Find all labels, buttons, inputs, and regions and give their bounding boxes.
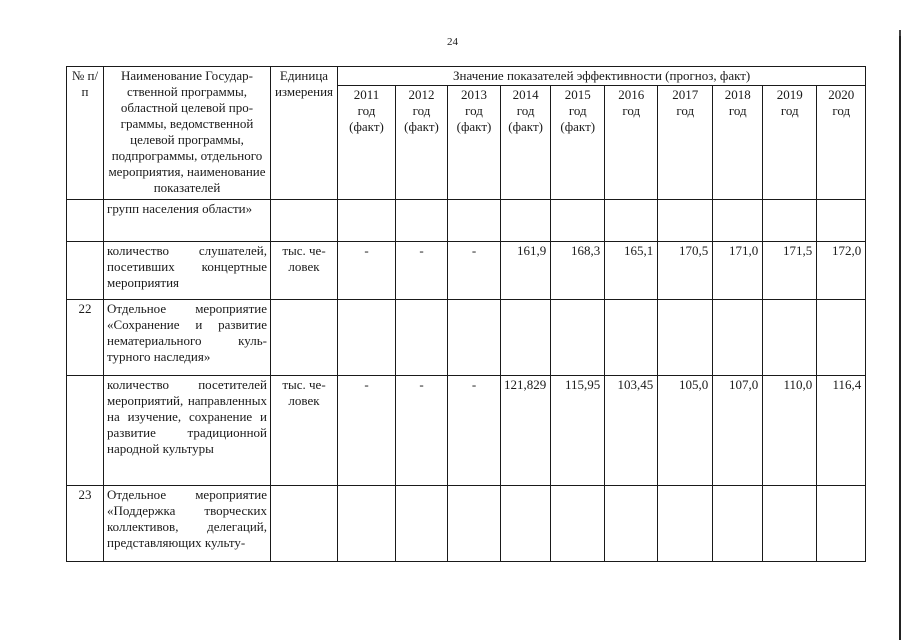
year-value: 2014 bbox=[512, 87, 539, 102]
row-name: количество посетителей мероприятий, направленных на изучение, сохранение и развитие традиционной народной культуры bbox=[104, 376, 271, 486]
row-value-2019 bbox=[763, 486, 817, 562]
row-value-2013: - bbox=[448, 242, 501, 300]
row-value-2018: 107,0 bbox=[713, 376, 763, 486]
row-value-2020: 116,4 bbox=[817, 376, 866, 486]
row-value-2016 bbox=[605, 200, 658, 242]
header-year-2014 bbox=[501, 86, 551, 200]
year-value: 2019 bbox=[776, 87, 803, 102]
year-value: 2015 bbox=[564, 87, 591, 102]
year-note: (факт) bbox=[508, 119, 543, 134]
row-unit bbox=[271, 486, 338, 562]
row-value-2018 bbox=[713, 200, 763, 242]
row-value-2013 bbox=[448, 486, 501, 562]
row-value-2017: 170,5 bbox=[658, 242, 713, 300]
table-row bbox=[67, 300, 866, 376]
header-year-2016 bbox=[605, 86, 658, 200]
header-year-2012 bbox=[396, 86, 448, 200]
year-label: год bbox=[676, 103, 695, 118]
row-value-2014 bbox=[501, 200, 551, 242]
row-name: Отдельное мероприятие «Сохранение и развитие нематериального культурного наследия» bbox=[104, 300, 271, 376]
header-year-2019 bbox=[763, 86, 817, 200]
row-num bbox=[67, 242, 104, 300]
indicators-table bbox=[66, 66, 866, 562]
page-edge-line bbox=[899, 36, 901, 640]
year-value: 2017 bbox=[672, 87, 699, 102]
row-value-2020 bbox=[817, 200, 866, 242]
year-label: год bbox=[412, 103, 431, 118]
row-unit: тыс. человек bbox=[271, 376, 338, 486]
row-value-2012: - bbox=[396, 242, 448, 300]
row-value-2016 bbox=[605, 486, 658, 562]
year-label: год bbox=[465, 103, 483, 118]
header-name: Наименование Государственной программы, областной целевой программы, ведомственной целевой программы, подпрограммы, отдельного мероприятия, наименование показателей bbox=[104, 67, 271, 200]
row-value-2012 bbox=[396, 300, 448, 376]
row-value-2014: 161,9 bbox=[501, 242, 551, 300]
row-value-2017 bbox=[658, 300, 713, 376]
row-value-2013 bbox=[448, 200, 501, 242]
row-value-2011 bbox=[338, 486, 396, 562]
year-note: (факт) bbox=[560, 119, 596, 134]
row-value-2015 bbox=[551, 486, 605, 562]
row-value-2020 bbox=[817, 486, 866, 562]
page-number: 24 bbox=[447, 36, 458, 48]
year-value: 2018 bbox=[724, 87, 751, 102]
year-note: (факт) bbox=[349, 119, 384, 134]
row-value-2018 bbox=[713, 486, 763, 562]
year-label: год bbox=[622, 103, 641, 118]
row-value-2015 bbox=[551, 200, 605, 242]
row-value-2012 bbox=[396, 200, 448, 242]
row-value-2020: 172,0 bbox=[817, 242, 866, 300]
year-label: год bbox=[516, 103, 535, 118]
header-year-2018 bbox=[713, 86, 763, 200]
row-value-2011: - bbox=[338, 376, 396, 486]
row-unit: тыс. человек bbox=[271, 242, 338, 300]
row-value-2015: 168,3 bbox=[551, 242, 605, 300]
year-label: год bbox=[780, 103, 799, 118]
row-value-2013 bbox=[448, 300, 501, 376]
table-row bbox=[67, 376, 866, 486]
row-name: Отдельное мероприятие «Поддержка творческих коллективов, делегаций, представляющих культу- bbox=[104, 486, 271, 562]
table-row bbox=[67, 242, 866, 300]
header-year-2017 bbox=[658, 86, 713, 200]
year-label: год bbox=[832, 103, 851, 118]
header-year-2013 bbox=[448, 86, 501, 200]
header-year-2015 bbox=[551, 86, 605, 200]
row-value-2018: 171,0 bbox=[713, 242, 763, 300]
row-value-2019 bbox=[763, 300, 817, 376]
year-value: 2013 bbox=[461, 87, 487, 102]
year-label: год bbox=[728, 103, 747, 118]
row-num bbox=[67, 200, 104, 242]
row-value-2014 bbox=[501, 486, 551, 562]
row-value-2020 bbox=[817, 300, 866, 376]
row-name: групп населения области» bbox=[104, 200, 271, 242]
row-unit bbox=[271, 300, 338, 376]
row-value-2016: 165,1 bbox=[605, 242, 658, 300]
year-value: 2020 bbox=[828, 87, 855, 102]
year-note: (факт) bbox=[404, 119, 439, 134]
table-row bbox=[67, 200, 866, 242]
row-value-2018 bbox=[713, 300, 763, 376]
row-value-2011: - bbox=[338, 242, 396, 300]
row-value-2012 bbox=[396, 486, 448, 562]
row-value-2019: 171,5 bbox=[763, 242, 817, 300]
row-num: 23 bbox=[67, 486, 104, 562]
row-value-2014: 121,829 bbox=[501, 376, 551, 486]
header-unit: Единица измерения bbox=[271, 67, 338, 200]
year-value: 2012 bbox=[408, 87, 435, 102]
row-value-2016: 103,45 bbox=[605, 376, 658, 486]
header-values: Значение показателей эффективности (прогноз, факт) bbox=[338, 67, 866, 86]
header-num: № п/п bbox=[67, 67, 104, 200]
year-label: год bbox=[568, 103, 587, 118]
year-note: (факт) bbox=[456, 119, 492, 134]
header-year-2020 bbox=[817, 86, 866, 200]
row-value-2017: 105,0 bbox=[658, 376, 713, 486]
row-name: количество слушателей, посетивших концертные мероприятия bbox=[104, 242, 271, 300]
year-label: год bbox=[357, 103, 376, 118]
row-value-2017 bbox=[658, 200, 713, 242]
row-num bbox=[67, 376, 104, 486]
row-value-2017 bbox=[658, 486, 713, 562]
row-value-2012: - bbox=[396, 376, 448, 486]
year-value: 2016 bbox=[618, 87, 645, 102]
year-value: 2011 bbox=[353, 87, 380, 102]
row-value-2011 bbox=[338, 200, 396, 242]
row-value-2019: 110,0 bbox=[763, 376, 817, 486]
row-value-2015 bbox=[551, 300, 605, 376]
row-num: 22 bbox=[67, 300, 104, 376]
row-value-2011 bbox=[338, 300, 396, 376]
row-value-2014 bbox=[501, 300, 551, 376]
row-value-2013: - bbox=[448, 376, 501, 486]
row-value-2019 bbox=[763, 200, 817, 242]
row-value-2016 bbox=[605, 300, 658, 376]
row-unit bbox=[271, 200, 338, 242]
table-row bbox=[67, 486, 866, 562]
header-year-2011 bbox=[338, 86, 396, 200]
row-value-2015: 115,95 bbox=[551, 376, 605, 486]
